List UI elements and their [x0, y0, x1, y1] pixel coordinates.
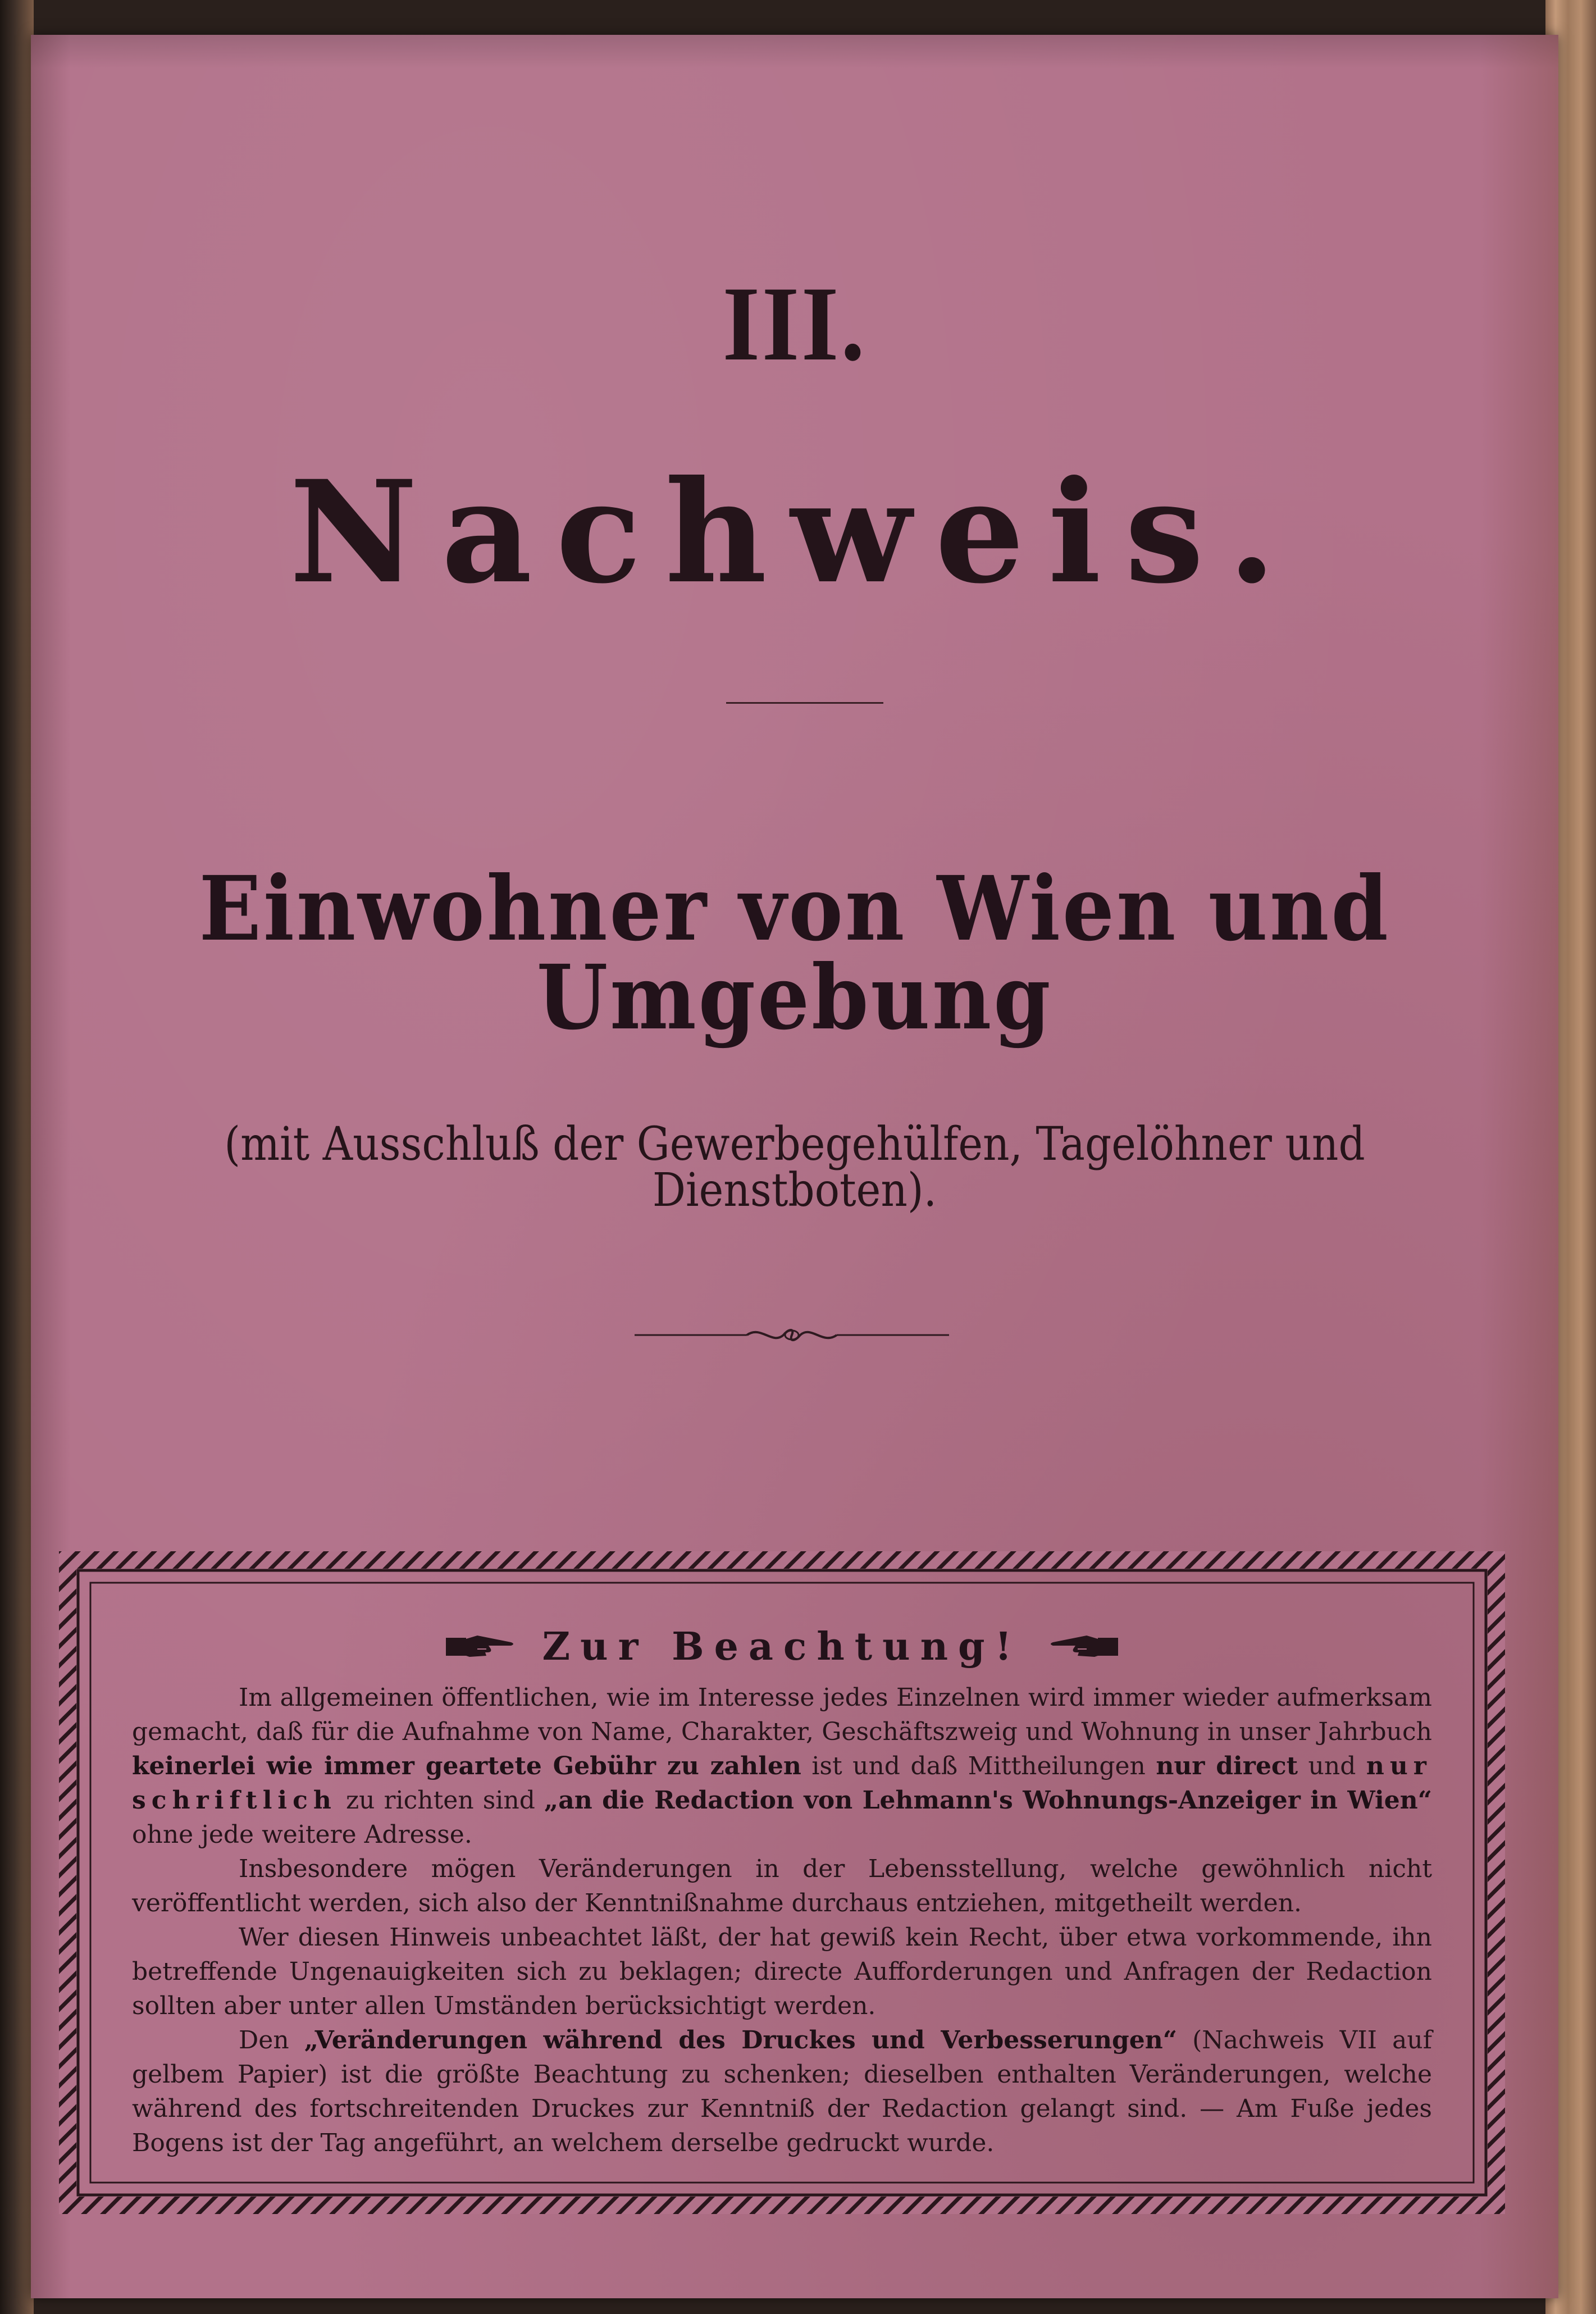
notice-text: zu richten sind [336, 1786, 544, 1815]
notice-text: ohne jede weitere Adresse. [132, 1820, 472, 1849]
notice-paragraph-4 [132, 2023, 1432, 2160]
section-title: Nachweis. [289, 449, 1300, 614]
pointing-hand-right-icon [444, 1630, 517, 1664]
notice-heading: Zur Beachtung! [542, 1624, 1022, 1669]
notice-emphasis: nur schriftlich [132, 1752, 1432, 1815]
notice-text: Den [239, 2026, 304, 2055]
notice-paragraph-1 [132, 1680, 1432, 1852]
notice-emphasis: nur direct [1156, 1752, 1298, 1780]
subheading: (mit Ausschluß der Gewerbegehülfen, Tagelöhner und Dienstboten). [224, 1118, 1365, 1217]
main-heading: Einwohner von Wien und Umgebung [199, 857, 1390, 1050]
ornamental-divider-icon [635, 1318, 949, 1352]
notice-text: und [1298, 1752, 1366, 1780]
roman-numeral: III. [722, 265, 867, 383]
notice-box [59, 1551, 1505, 2214]
notice-text: ist und daß Mittheilungen [801, 1752, 1156, 1780]
notice-text: (Nachweis VII auf gelbem Papier) ist die größte Beachtung zu schenken; dieselben enthalten Veränderungen, welche während des fortschreitenden Druckes zur Kenntniß der Redaction gelangt sind. — Am Fuße jedes Bogens ist der Tag angeführt, an welchem derselbe gedruckt wurde. [132, 2026, 1432, 2157]
notice-paragraph-3: Wer diesen Hinweis unbeachtet läßt, der hat gewiß kein Recht, über etwa vorkommende, ihn betreffende Ungenauigkeiten sich zu beklagen; directe Aufforderungen und Anfragen der Redaction sollten aber unter allen Umständen berücksichtigt werden. [132, 1923, 1432, 2020]
document-page [31, 35, 1558, 2298]
pointing-hand-left-icon [1047, 1630, 1120, 1664]
notice-body [132, 1680, 1432, 2160]
notice-paragraph-2: Insbesondere mögen Veränderungen in der Lebensstellung, welche gewöhnlich nicht veröffentlicht werden, sich also der Kenntnißnahme durchaus entziehen, mitgetheilt werden. [132, 1855, 1432, 1917]
notice-text: Im allgemeinen öffentlichen, wie im Interesse jedes Einzelnen wird immer wieder aufmerksam gemacht, daß für die Aufnahme von Name, Charakter, Geschäftszweig und Wohnung in unser Jahrbuch [132, 1683, 1432, 1746]
horizontal-rule [726, 702, 883, 704]
book-binding-edge [0, 0, 34, 2314]
notice-heading-row [132, 1619, 1432, 1675]
notice-emphasis: „an die Redaction von Lehmann's Wohnungs-Anzeiger in Wien“ [544, 1786, 1433, 1815]
notice-emphasis: „Veränderungen während des Druckes und Verbesserungen“ [304, 2026, 1178, 2055]
notice-emphasis: keinerlei wie immer geartete Gebühr zu zahlen [132, 1752, 801, 1780]
notice-content [132, 1619, 1432, 2158]
